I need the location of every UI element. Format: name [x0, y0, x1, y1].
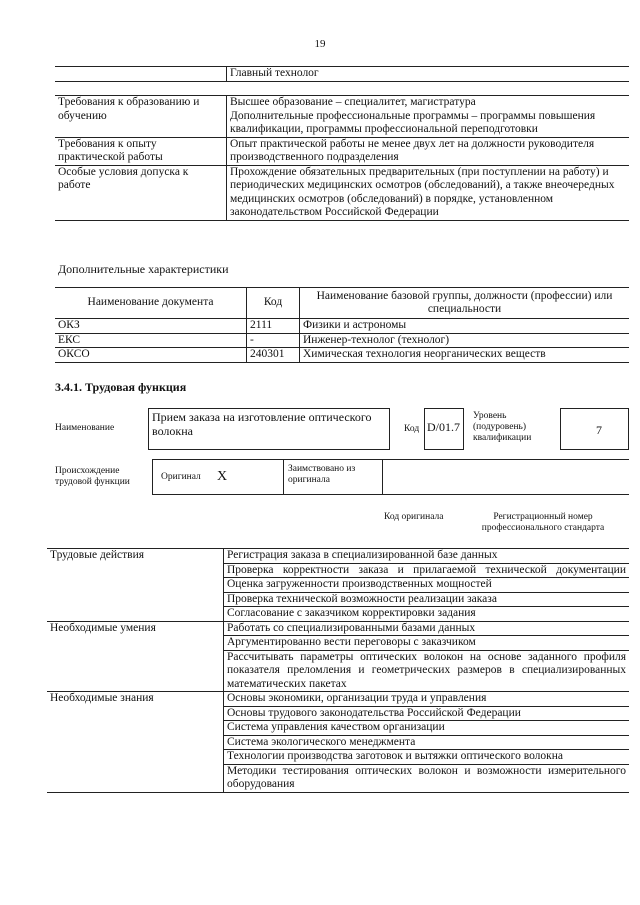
- function-code: D/01.7: [424, 408, 464, 450]
- requirement-line: Высшее образование – специалитет, магистратура: [230, 96, 476, 108]
- detail-row: [47, 750, 629, 765]
- detail-row: [47, 607, 629, 622]
- header-document: Наименование документа: [55, 288, 247, 319]
- requirement-line: Прохождение обязательных предварительных (при поступлении на работу) и периодических медицинских осмотров (обследований), а также внеочередных медицинских осмотров (обследований) в порядке, установленном законодательством Российской Федерации: [230, 165, 615, 218]
- requirement-value: [227, 165, 630, 220]
- name-label: Наименование: [55, 423, 115, 433]
- detail-row: [47, 706, 629, 721]
- orig-code-label: Код оригинала: [384, 512, 444, 522]
- code-cell: -: [247, 333, 300, 348]
- reg-number-label: Регистрационный номер профессионального стандарта: [481, 512, 605, 533]
- additional-row: [55, 319, 629, 334]
- function-title: 3.4.1. Трудовая функция: [55, 380, 187, 394]
- code-label: Код: [404, 424, 420, 434]
- function-details-table: [47, 548, 629, 793]
- origin-label: Происхождение трудовой функции: [55, 466, 130, 487]
- detail-item: Согласование с заказчиком корректировки задания: [224, 607, 630, 622]
- requirement-row: [55, 165, 629, 220]
- section-label: Необходимые знания: [47, 692, 224, 707]
- detail-item: Проверка корректности заказа и прилагаемой технической документации: [224, 563, 630, 578]
- original-label: Оригинал: [161, 472, 201, 482]
- section-spacer: [47, 650, 224, 692]
- detail-item: Рассчитывать параметры оптических волокон на основе заданного профиля показателя преломления и геометрических размеров в специализированных математических пакетах: [224, 650, 630, 692]
- detail-row: [47, 636, 629, 651]
- page-number: 19: [314, 38, 326, 50]
- detail-row: [47, 563, 629, 578]
- level-label: Уровень (подуровень) квалификации: [473, 411, 532, 443]
- level-value: 7: [560, 408, 629, 450]
- requirement-value: [227, 137, 630, 165]
- name-cell: Физики и астрономы: [300, 319, 630, 334]
- requirement-value: [227, 96, 630, 138]
- detail-row: [47, 592, 629, 607]
- requirement-label: Требования к опыту практической работы: [55, 137, 227, 165]
- section-label: Трудовые действия: [47, 549, 224, 564]
- detail-item: Методики тестирования оптических волокон и возможности измерительного оборудования: [224, 764, 630, 792]
- origin-divider: [382, 460, 383, 494]
- header-name: Наименование базовой группы, должности (профессии) или специальности: [300, 288, 630, 319]
- detail-row: [47, 692, 629, 707]
- requirement-line: Дополнительные профессиональные программы – программы повышения квалификации, программы профессиональной переподготовки: [230, 109, 596, 135]
- code-cell: 2111: [247, 319, 300, 334]
- section-spacer: [47, 750, 224, 765]
- requirements-table: [55, 95, 629, 221]
- detail-item: Технологии производства заготовок и вытяжки оптического волокна: [224, 750, 630, 765]
- requirement-label: Особые условия допуска к работе: [55, 165, 227, 220]
- detail-item: Система управления качеством организации: [224, 721, 630, 736]
- function-name: Прием заказа на изготовление оптического волокна: [148, 408, 390, 450]
- section-spacer: [47, 563, 224, 578]
- detail-row: [47, 764, 629, 792]
- detail-item: Работать со специализированными базами данных: [224, 621, 630, 636]
- name-cell: Химическая технология неорганических веществ: [300, 348, 630, 363]
- section-spacer: [47, 592, 224, 607]
- borrowed-label: Заимствовано из оригинала: [288, 464, 356, 485]
- position-empty-cell: [55, 67, 227, 82]
- detail-row: [47, 735, 629, 750]
- detail-row: [47, 621, 629, 636]
- requirement-line: Опыт практической работы не менее двух лет на должности руководителя производственного подразделения: [230, 137, 595, 163]
- doc-cell: ОКСО: [55, 348, 247, 363]
- section-spacer: [47, 706, 224, 721]
- detail-row: [47, 578, 629, 593]
- requirement-row: [55, 96, 629, 138]
- detail-item: Регистрация заказа в специализированной базе данных: [224, 549, 630, 564]
- section-spacer: [47, 636, 224, 651]
- requirement-label: Требования к образованию и обучению: [55, 96, 227, 138]
- detail-row: [47, 549, 629, 564]
- additional-title: Дополнительные характеристики: [58, 262, 229, 276]
- section-spacer: [47, 578, 224, 593]
- detail-item: Основы экономики, организации труда и управления: [224, 692, 630, 707]
- detail-item: Система экологического менеджмента: [224, 735, 630, 750]
- detail-item: Основы трудового законодательства Российской Федерации: [224, 706, 630, 721]
- code-cell: 240301: [247, 348, 300, 363]
- detail-item: Проверка технической возможности реализации заказа: [224, 592, 630, 607]
- section-spacer: [47, 721, 224, 736]
- origin-row: [152, 459, 629, 495]
- name-cell: Инженер-технолог (технолог): [300, 333, 630, 348]
- original-mark: X: [217, 469, 228, 484]
- section-spacer: [47, 764, 224, 792]
- additional-header-row: [55, 288, 629, 319]
- original-cell: [152, 460, 284, 494]
- additional-table: [55, 287, 629, 363]
- detail-item: Оценка загруженности производственных мощностей: [224, 578, 630, 593]
- position-value: Главный технолог: [227, 67, 630, 82]
- requirement-row: [55, 137, 629, 165]
- header-code: Код: [247, 288, 300, 319]
- section-spacer: [47, 735, 224, 750]
- position-table: [55, 66, 629, 82]
- detail-row: [47, 650, 629, 692]
- doc-cell: ОКЗ: [55, 319, 247, 334]
- section-label: Необходимые умения: [47, 621, 224, 636]
- section-spacer: [47, 607, 224, 622]
- detail-row: [47, 721, 629, 736]
- additional-row: [55, 348, 629, 363]
- additional-row: [55, 333, 629, 348]
- detail-item: Аргументированно вести переговоры с заказчиком: [224, 636, 630, 651]
- doc-cell: ЕКС: [55, 333, 247, 348]
